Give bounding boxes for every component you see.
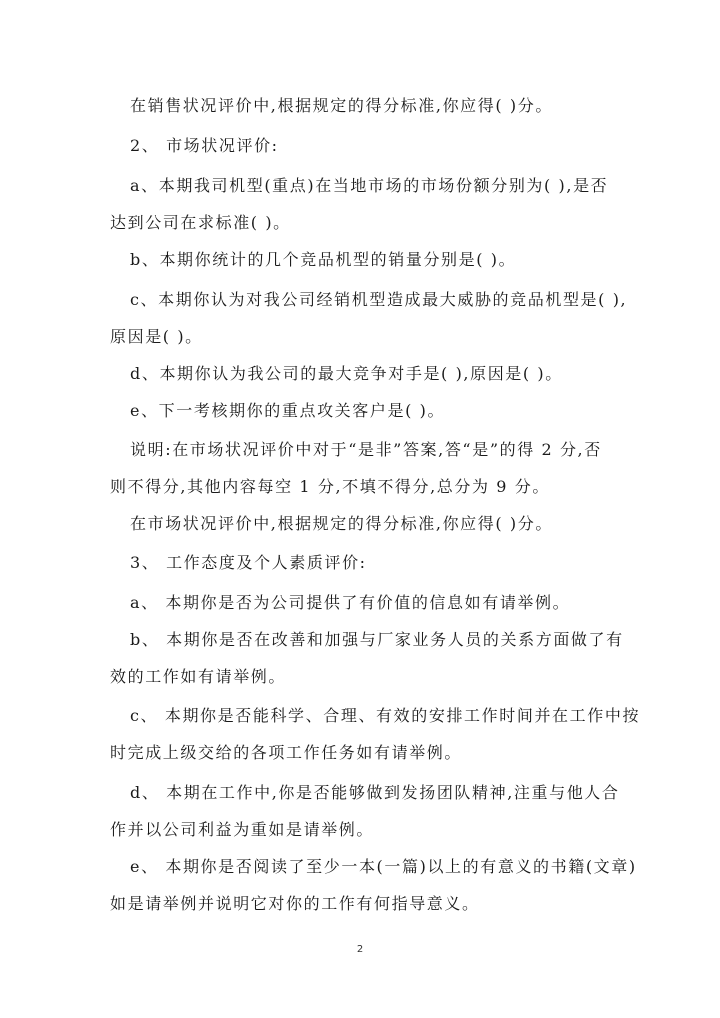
item-d-team-spirit-cont: 作并以公司利益为重如是请举例。	[110, 820, 375, 839]
heading-market-evaluation: 2、 市场状况评价:	[130, 136, 279, 155]
item-e-reading-cont: 如是请举例并说明它对你的工作有何指导意义。	[110, 894, 480, 913]
item-c-biggest-threat: c、本期你认为对我公司经销机型造成最大威胁的竞品机型是( ),	[130, 290, 628, 309]
heading-attitude-evaluation: 3、 工作态度及个人素质评价:	[130, 553, 367, 572]
item-c-time-management-cont: 时完成上级交给的各项工作任务如有请举例。	[110, 743, 463, 762]
paragraph-market-score: 在市场状况评价中,根据规定的得分标准,你应得( )分。	[130, 514, 553, 533]
paragraph-sales-score: 在销售状况评价中,根据规定的得分标准,你应得( )分。	[130, 96, 553, 115]
item-b-competitor-sales: b、本期你统计的几个竞品机型的销量分别是( )。	[130, 250, 517, 269]
note-scoring-cont: 则不得分,其他内容每空 1 分,不填不得分,总分为 9 分。	[110, 477, 550, 496]
item-d-team-spirit: d、 本期在工作中,你是否能够做到发扬团队精神,注重与他人合	[130, 783, 620, 802]
item-e-key-customer: e、下一考核期你的重点攻关客户是( )。	[130, 401, 446, 420]
item-c-time-management: c、 本期你是否能科学、合理、有效的安排工作时间并在工作中按	[130, 706, 641, 725]
note-scoring: 说明:在市场状况评价中对于“是非”答案,答“是”的得 2 分,否	[130, 440, 602, 459]
item-e-reading: e、 本期你是否阅读了至少一本(一篇)以上的有意义的书籍(文章)	[130, 857, 637, 876]
item-a-market-share: a、本期我司机型(重点)在当地市场的市场份额分别为( ),是否	[130, 176, 609, 195]
item-b-vendor-relations-cont: 效的工作如有请举例。	[110, 667, 287, 686]
page-number: 2	[356, 944, 364, 955]
item-d-biggest-competitor: d、本期你认为我公司的最大竞争对手是( ),原因是( )。	[130, 364, 563, 383]
item-c-biggest-threat-cont: 原因是( )。	[110, 327, 203, 346]
item-a-market-share-cont: 达到公司在求标准( )。	[110, 213, 291, 232]
item-a-valuable-info: a、 本期你是否为公司提供了有价值的信息如有请举例。	[130, 593, 571, 612]
item-b-vendor-relations: b、 本期你是否在改善和加强与厂家业务人员的关系方面做了有	[130, 630, 624, 649]
